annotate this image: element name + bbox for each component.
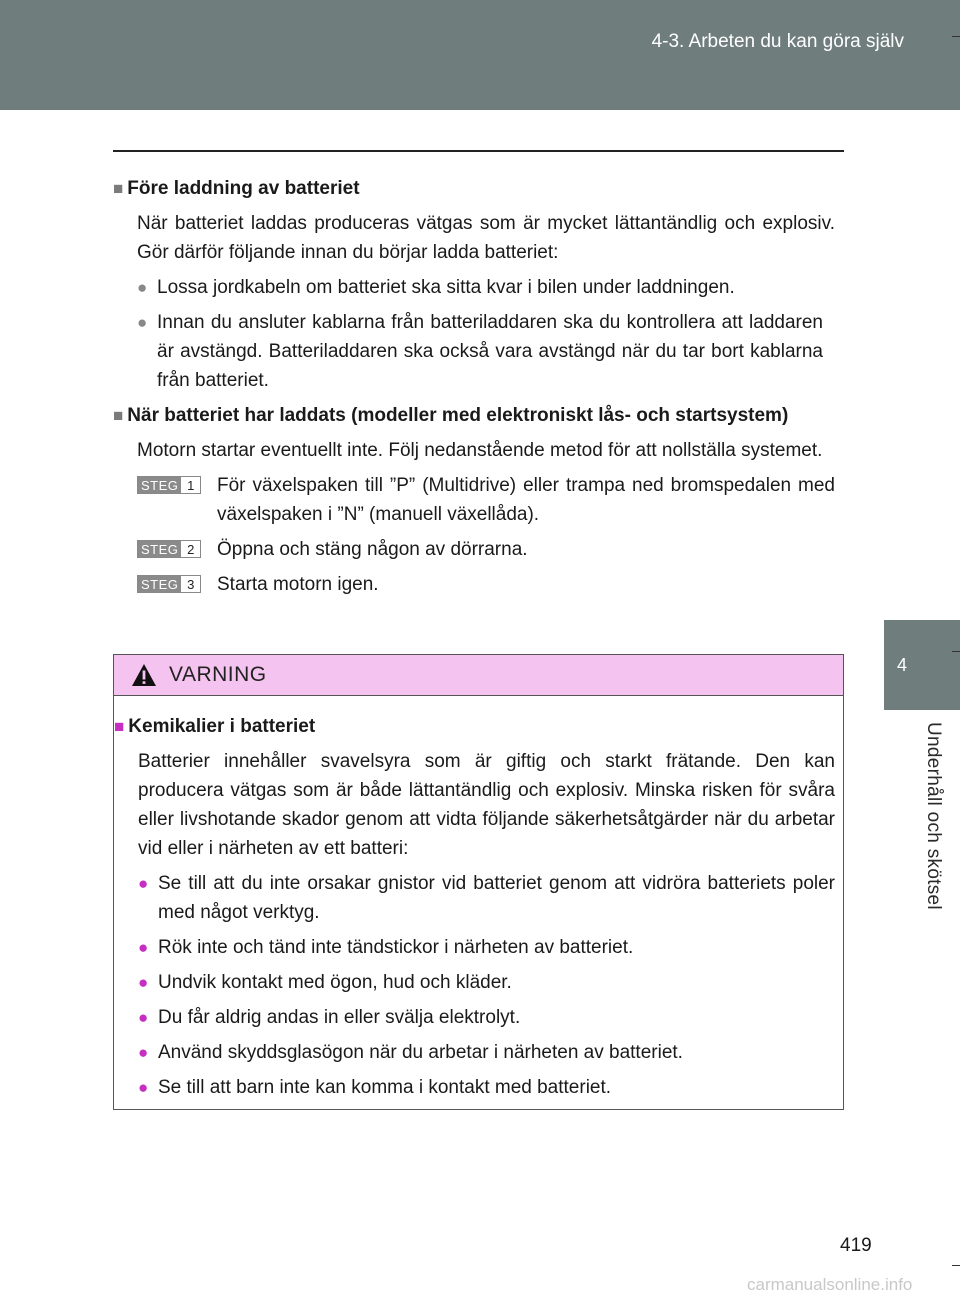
- header-bar: [0, 0, 960, 110]
- warning-body: [114, 696, 843, 1102]
- circle-bullet-icon: ●: [138, 1008, 149, 1027]
- paragraph: När batteriet laddas produceras vätgas som är mycket lättantändlig och explosiv. Gör därför följande innan du börjar ladda batteriet:: [137, 213, 835, 263]
- circle-bullet-icon: ●: [137, 278, 148, 297]
- chapter-number: 4: [897, 655, 908, 675]
- circle-bullet-icon: ●: [138, 973, 149, 992]
- section-heading: ■ Före laddning av batteriet: [113, 178, 360, 199]
- square-bullet-icon: ■: [113, 179, 124, 198]
- list-item: ● Undvik kontakt med ögon, hud och kläder.: [138, 968, 835, 997]
- step-item: STEG 1 För växelspaken till ”P” (Multidrive) eller trampa ned bromspedalen med växelspaken i ”N” (manuell växellåda).: [137, 471, 835, 529]
- step-badge: STEG 3: [137, 575, 201, 593]
- list-item: ● Du får aldrig andas in eller svälja elektrolyt.: [138, 1003, 835, 1032]
- warning-triangle-icon: [131, 663, 157, 687]
- crop-mark: [952, 36, 960, 37]
- page-number: 419: [840, 1235, 872, 1256]
- list-item: ● Lossa jordkabeln om batteriet ska sitta kvar i bilen under laddningen.: [137, 273, 835, 302]
- chapter-label: Underhåll och skötsel: [923, 722, 944, 910]
- main-content: [113, 174, 835, 599]
- square-bullet-icon: ■: [114, 717, 125, 736]
- step-item: STEG 2 Öppna och stäng någon av dörrarna.: [137, 535, 835, 564]
- list-item: ● Se till att du inte orsakar gnistor vid batteriet genom att vidröra batteriets poler med något verktyg.: [138, 869, 835, 927]
- paragraph: Motorn startar eventuellt inte. Följ nedanstående metod för att nollställa systemet.: [137, 440, 823, 461]
- section-heading: ■ När batteriet har laddats (modeller med elektroniskt lås- och startsystem): [113, 405, 789, 426]
- warning-header: [114, 655, 843, 696]
- warning-box: [113, 654, 844, 1110]
- crop-mark: [952, 651, 960, 652]
- paragraph: Batterier innehåller svavelsyra som är giftig och starkt frätande. Den kan producera vätgas som är både lättantändlig och explosiv. Minska risken för svåra eller livshotande skador genom att vidta följande säkerhetsåtgärder när du arbetar vid eller i närheten av ett batteri:: [138, 751, 835, 859]
- chapter-tab: [884, 620, 960, 710]
- circle-bullet-icon: ●: [138, 1078, 149, 1097]
- square-bullet-icon: ■: [113, 406, 124, 425]
- section-title: 4-3. Arbeten du kan göra själv: [651, 31, 904, 52]
- warning-heading: ■ Kemikalier i batteriet: [114, 716, 316, 737]
- circle-bullet-icon: ●: [138, 874, 149, 893]
- top-rule: [113, 150, 844, 152]
- step-item: STEG 3 Starta motorn igen.: [137, 570, 835, 599]
- list-item: ● Använd skyddsglasögon när du arbetar i närheten av batteriet.: [138, 1038, 835, 1067]
- circle-bullet-icon: ●: [137, 313, 148, 332]
- list-item: ● Rök inte och tänd inte tändstickor i närheten av batteriet.: [138, 933, 835, 962]
- step-badge: STEG 2: [137, 540, 201, 558]
- list-item: ● Se till att barn inte kan komma i kontakt med batteriet.: [138, 1073, 835, 1102]
- circle-bullet-icon: ●: [138, 938, 149, 957]
- watermark: carmanualsonline.info: [747, 1275, 913, 1294]
- circle-bullet-icon: ●: [138, 1043, 149, 1062]
- step-badge: STEG 1: [137, 476, 201, 494]
- crop-mark: [952, 1265, 960, 1266]
- list-item: ● Innan du ansluter kablarna från batteriladdaren ska du kontrollera att laddaren är avstängd. Batteriladdaren ska också vara avstängd när du tar bort kablarna från batteriet.: [137, 308, 835, 395]
- warning-title: VARNING: [169, 663, 267, 686]
